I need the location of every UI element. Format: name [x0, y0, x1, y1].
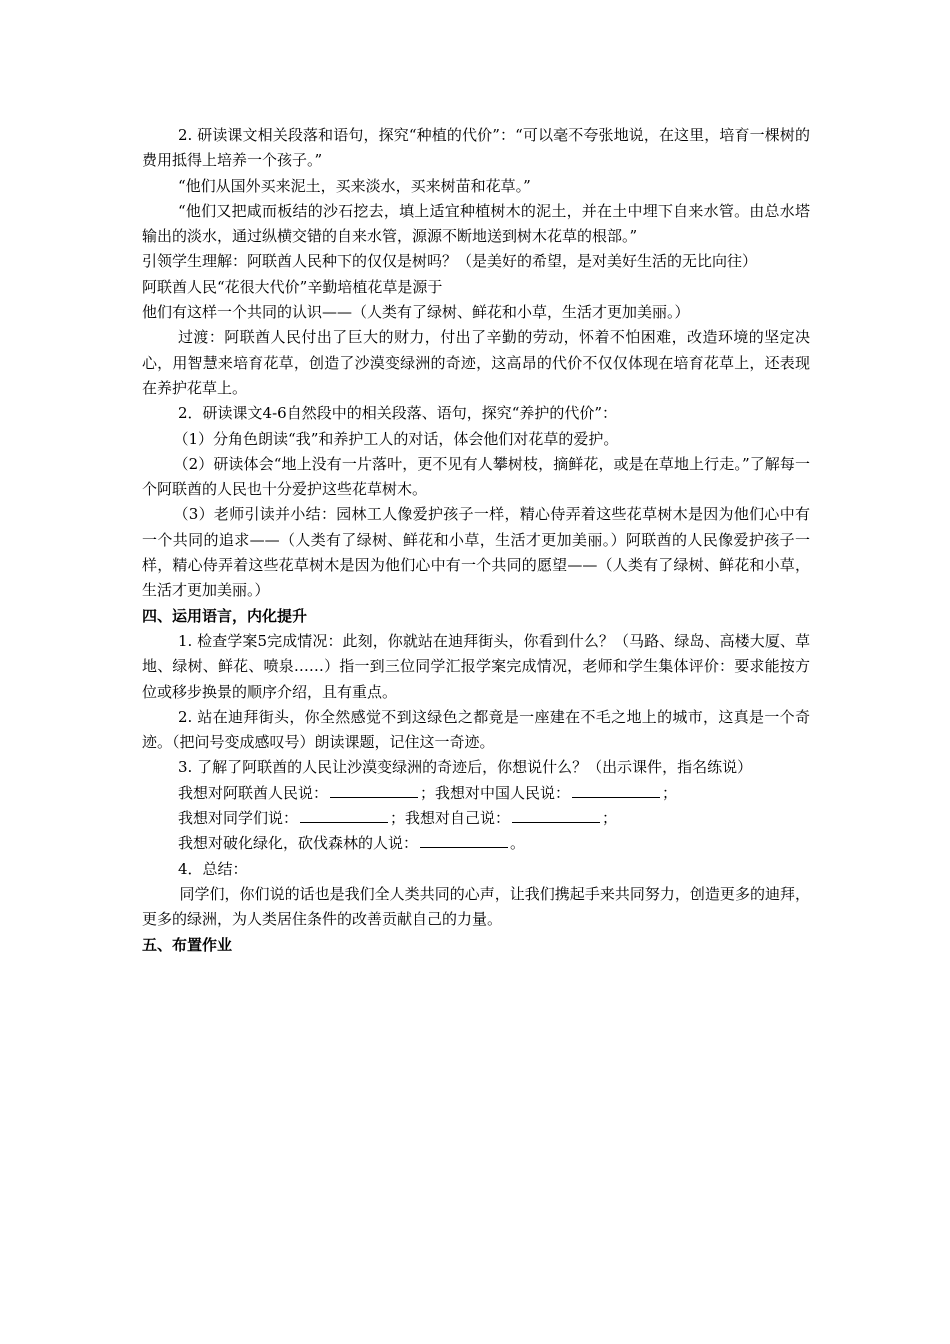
punctuation: ； — [602, 809, 618, 828]
say-line-1 — [142, 781, 810, 806]
guide-question: 引领学生理解：阿联酋人民种下的仅仅是树吗？（是美好的希望，是对美好生活的无比向往） — [142, 252, 758, 271]
fill-blank[interactable] — [420, 833, 508, 848]
say-label-classmates: 我想对同学们说： — [178, 809, 299, 828]
punctuation: 。 — [510, 834, 526, 853]
transition-paragraph: 过渡：阿联酋人民付出了巨大的财力，付出了辛勤的劳动，怀着不怕困难，改造环境的坚定决心，用智慧来培育花草，创造了沙漠变绿洲的奇迹，这高昂的代价不仅仅体现在培育花草上，还表现在养护花草上。 — [142, 328, 810, 397]
say-label-deforesters: 我想对破化绿化，砍伐森林的人说： — [178, 834, 419, 853]
item-1: 1. 检查学案5完成情况：此刻，你就站在迪拜街头，你看到什么？（马路、绿岛、高楼大厦、草地、绿树、鲜花、喷泉……）指一到三位同学汇报学案完成情况，老师和学生集体评价：要求能按方位或移步换景的顺序介绍，且有重点。 — [142, 631, 810, 701]
say-line-2 — [142, 806, 810, 831]
quote-imported-soil: “他们从国外买来泥土，买来淡水，买来树苗和花草。” — [178, 176, 531, 195]
fill-blank[interactable] — [300, 808, 388, 823]
fill-blank[interactable] — [572, 783, 660, 798]
fill-blank[interactable] — [330, 783, 418, 798]
paragraph-maintenance-cost: 2．研读课文4-6自然段中的相关段落、语句，探究“养护的代价”： — [178, 404, 618, 423]
sub-item-3: （3）老师引读并小结：园林工人像爱护孩子一样，精心侍弄着这些花草树木是因为他们心中有一个共同的追求——（人类有了绿树、鲜花和小草，生活才更加美丽。）阿联酋的人民像爱护孩子一样，精心侍弄着这些花草树木是因为他们心中有一个共同的愿望——（人类有了绿树、鲜花和小草，生活才更加美丽。） — [142, 505, 810, 600]
say-label-self: ；我想对自己说： — [390, 809, 511, 828]
say-label-uae: 我想对阿联酋人民说： — [178, 783, 329, 802]
item-3: 3. 了解了阿联酋的人民让沙漠变绿洲的奇迹后，你想说什么？（出示课件，指名练说） — [178, 758, 753, 777]
item-2: 2. 站在迪拜街头，你全然感觉不到这绿色之都竟是一座建在不毛之地上的城市，这真是一个奇迹。（把问号变成感叹号）朗读课题，记住这一奇迹。 — [142, 707, 810, 752]
quote-sand-removal: “他们又把咸而板结的沙石挖去，填上适宜种植树木的泥土，并在土中埋下自来水管。由总水塔输出的淡水，通过纵横交错的自来水管，源源不断地送到树木花草的根部。” — [142, 201, 810, 246]
fill-blank[interactable] — [512, 808, 600, 823]
summary-paragraph: 同学们，你们说的话也是我们全人类共同的心声，让我们携起手来共同努力，创造更多的迪拜，更多的绿洲，为人类居住条件的改善贡献自己的力量。 — [142, 884, 810, 929]
say-label-china: ；我想对中国人民说： — [420, 783, 571, 802]
item-4: 4．总结： — [178, 859, 248, 878]
punctuation: ； — [662, 783, 678, 802]
section-heading-5: 五、布置作业 — [142, 935, 233, 954]
say-line-3 — [142, 831, 810, 856]
paragraph-planting-cost: 2. 研读课文相关段落和语句，探究“种植的代价”：“可以毫不夸张地说，在这里，培育一棵树的费用抵得上培养一个孩子。” — [142, 126, 810, 170]
section-heading-4: 四、运用语言，内化提升 — [142, 606, 308, 625]
document-page — [142, 123, 810, 958]
guide-common-belief: 他们有这样一个共同的认识——（人类有了绿树、鲜花和小草，生活才更加美丽。） — [142, 303, 690, 322]
guide-reason: 阿联酋人民“花很大代价”辛勤培植花草是源于 — [142, 277, 443, 296]
sub-item-1: （1）分角色朗读“我”和养护工人的对话，体会他们对花草的爱护。 — [173, 429, 619, 448]
sub-item-2: （2）研读体会“地上没有一片落叶，更不见有人攀树枝，摘鲜花，或是在草地上行走。”了解每一个阿联酋的人民也十分爱护这些花草树木。 — [142, 454, 810, 499]
